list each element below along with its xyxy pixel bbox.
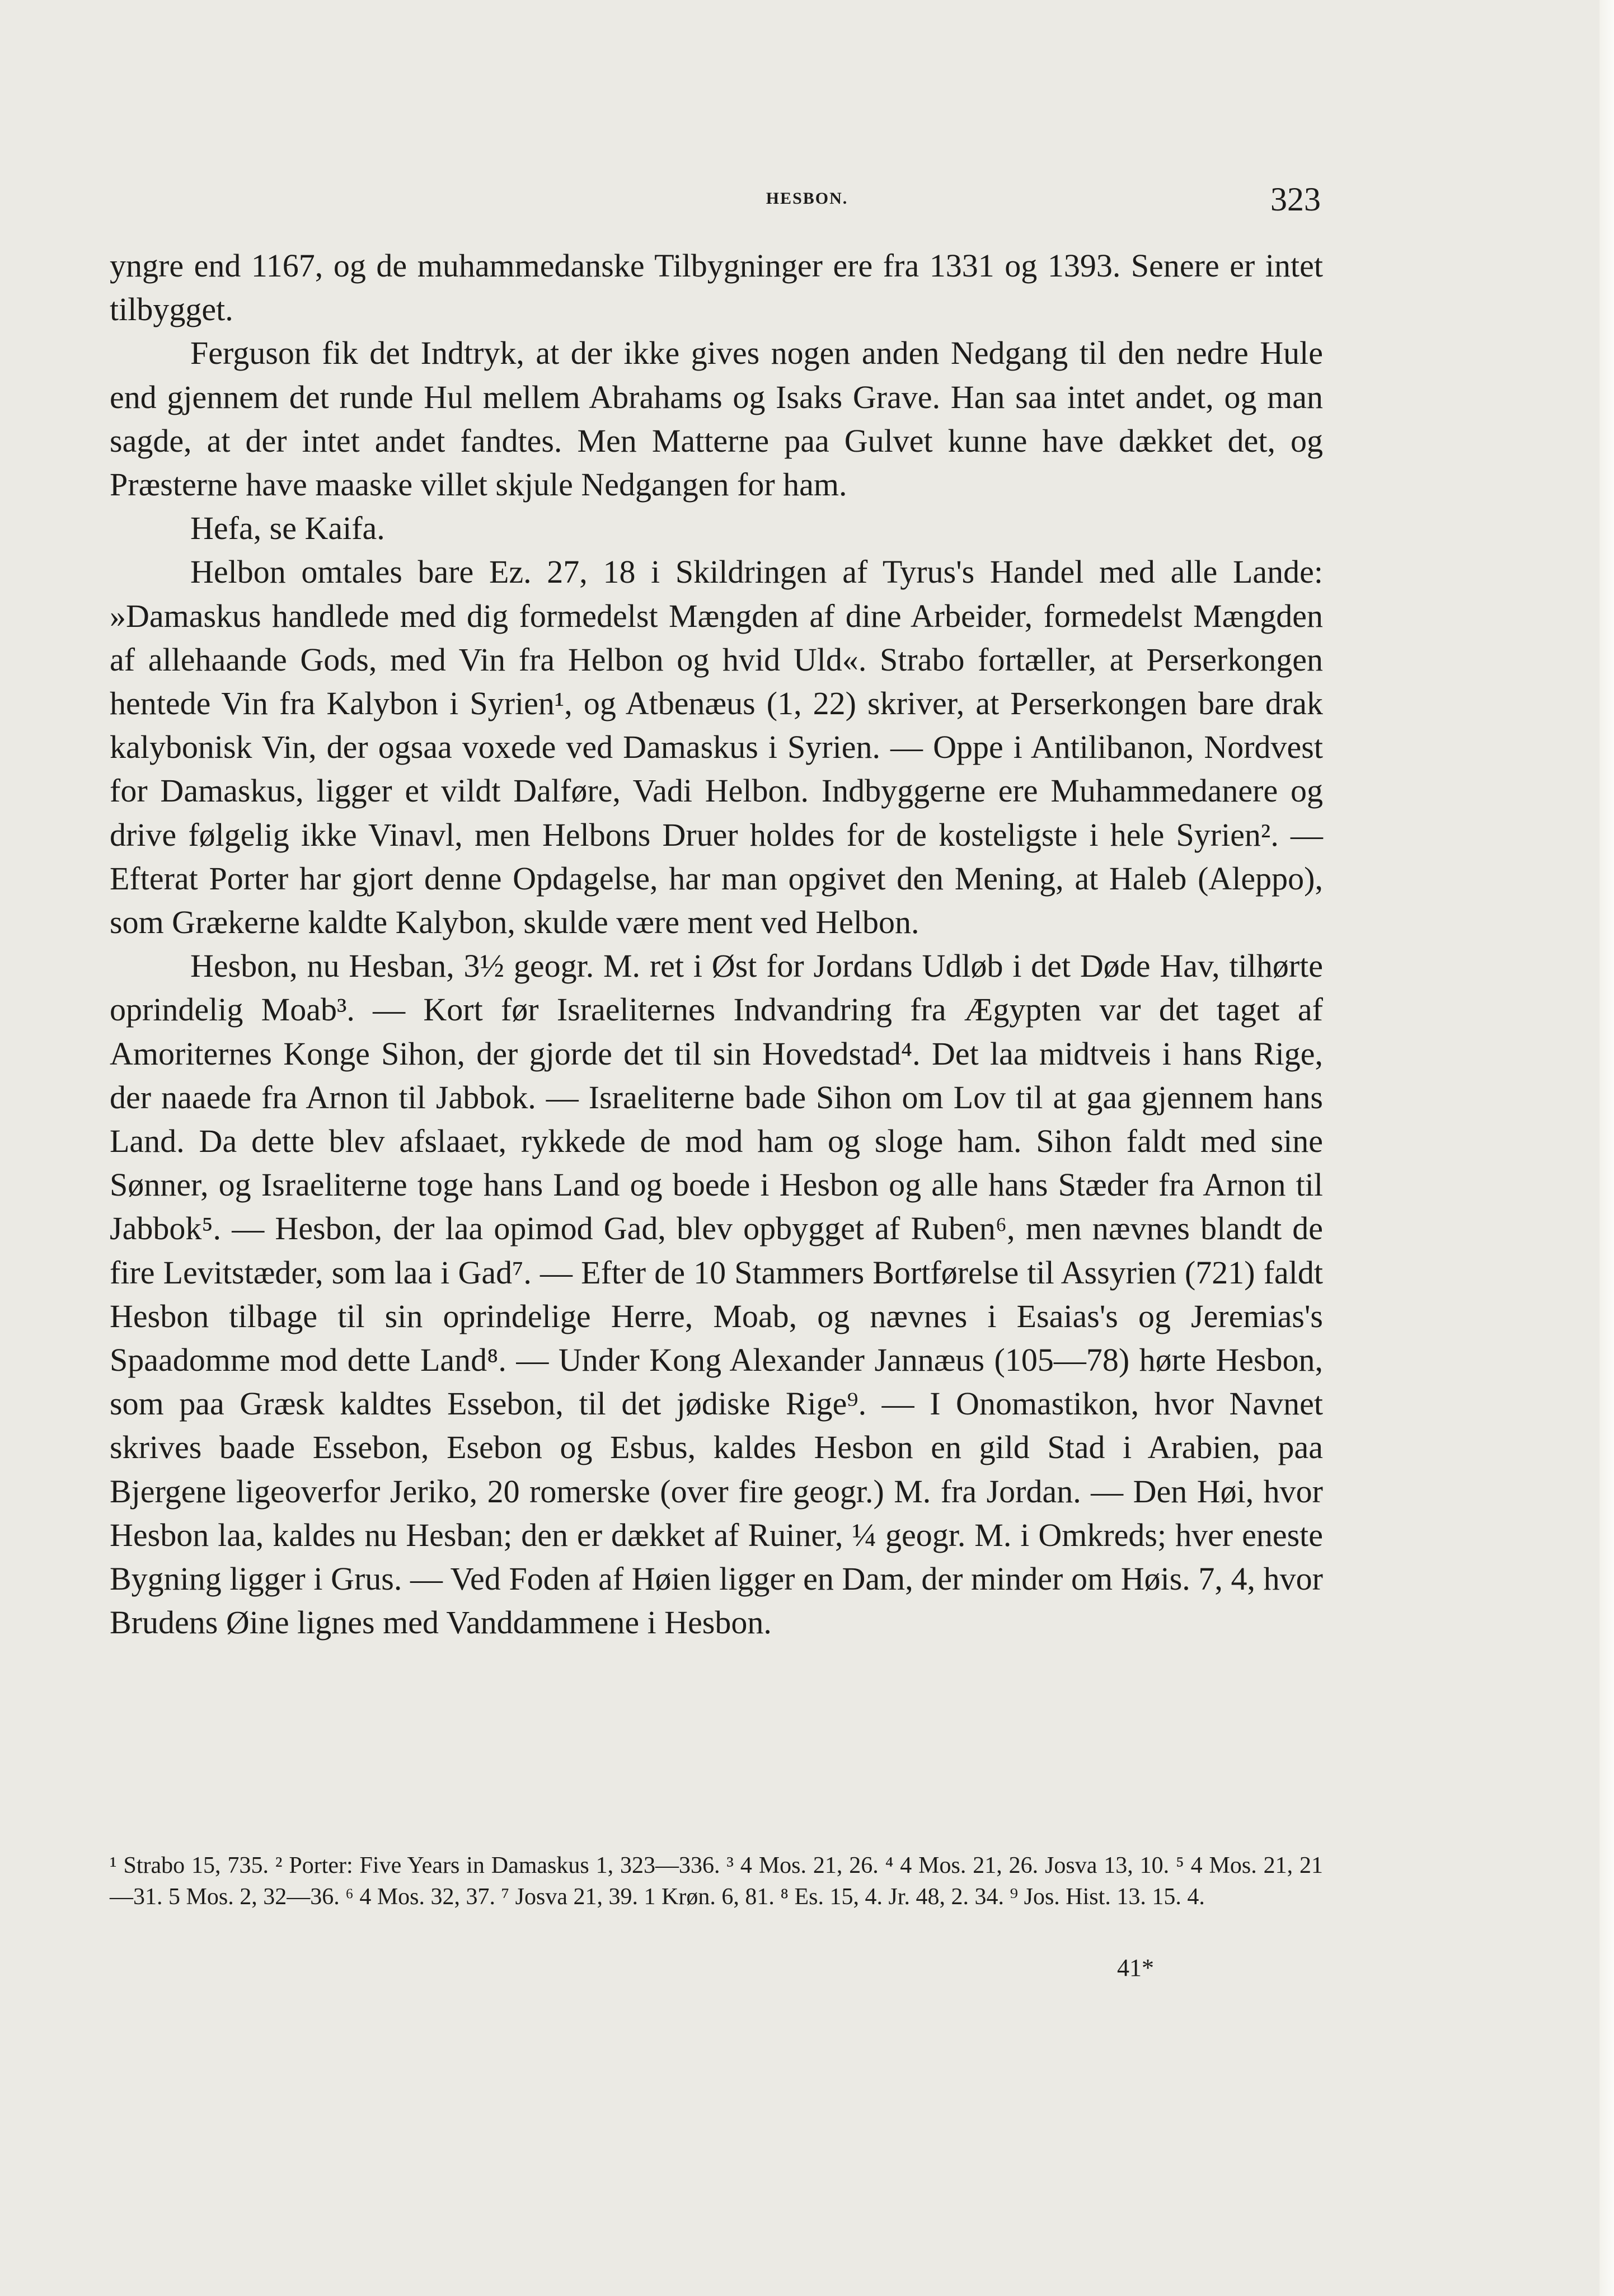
footnote-text: ¹ Strabo 15, 735. ² Porter: Five Years in Damaskus 1, 323—336. ³ 4 Mos. 21, 26. ⁴ 4 Mos. 21, 26. Josva 13, 10. ⁵ 4 Mos. 21, 21—31. 5 Mos. 2, 32—36. ⁶ 4 Mos. 32, 37. ⁷ Josva 21, 39. 1 Krøn. 6, 81. ⁸ Es. 15, 4. Jr. 48, 2. 34. ⁹ Jos. Hist. 13. 15. 4.: [110, 1853, 1323, 1910]
body-text: [110, 244, 1323, 1645]
paragraph-continuation: yngre end 1167, og de muhammedanske Tilbygninger ere fra 1331 og 1393. Senere er intet tilbygget.: [110, 247, 1323, 328]
page-edge: [1599, 0, 1614, 2296]
running-title: HESBON.: [766, 189, 848, 208]
signature-mark: 41*: [1117, 1954, 1154, 1981]
footnotes: [110, 1850, 1323, 1913]
entry-hefa: Hefa, se Kaifa.: [190, 510, 385, 547]
entry-helbon: Helbon omtales bare Ez. 27, 18 i Skildringen af Tyrus's Handel med alle Lande: »Damaskus handlede med dig formedelst Mængden af dine Arbeider, formedelst Mængden af allehaande Gods, med Vin fra Helbon og hvid Uld«. Strabo fortæller, at Perserkongen hentede Vin fra Kalybon i Syrien¹, og Atbenæus (1, 22) skriver, at Perserkongen bare drak kalybonisk Vin, der ogsaa voxede ved Damaskus i Syrien. — Oppe i Antilibanon, Nordvest for Damaskus, ligger et vildt Dalføre, Vadi Helbon. Indbyggerne ere Muhammedanere og drive følgelig ikke Vinavl, men Helbons Druer holdes for de kosteligste i hele Syrien². — Efterat Porter har gjort denne Opdagelse, har man opgivet den Mening, at Haleb (Aleppo), som Grækerne kaldte Kalybon, skulde være ment ved Helbon.: [110, 554, 1323, 941]
page-number: 323: [1270, 181, 1321, 218]
entry-hesbon: Hesbon, nu Hesban, 3½ geogr. M. ret i Øst for Jordans Udløb i det Døde Hav, tilhørte oprindelig Moab³. — Kort før Israeliternes Indvandring fra Ægypten var det taget af Amoriternes Konge Sihon, der gjorde det til sin Hovedstad⁴. Det laa midtveis i hans Rige, der naaede fra Arnon til Jabbok. — Israeliterne bade Sihon om Lov til at gaa gjennem hans Land. Da dette blev afslaaet, rykkede de mod ham og sloge ham. Sihon faldt med sine Sønner, og Israeliterne toge hans Land og boede i Hesbon og alle hans Stæder fra Arnon til Jabbok⁵. — Hesbon, der laa opimod Gad, blev opbygget af Ruben⁶, men nævnes blandt de fire Levitstæder, som laa i Gad⁷. — Efter de 10 Stammers Bortførelse til Assyrien (721) faldt Hesbon tilbage til sin oprindelige Herre, Moab, og nævnes i Esaias's og Jeremias's Spaadomme mod dette Land⁸. — Under Kong Alexander Jannæus (105—78) hørte Hesbon, som paa Græsk kaldtes Essebon, til det jødiske Rige⁹. — I Onomastikon, hvor Navnet skrives baade Essebon, Esebon og Esbus, kaldes Hesbon en gild Stad i Arabien, paa Bjergene ligeoverfor Jeriko, 20 romerske (over fire geogr.) M. fra Jordan. — Den Høi, hvor Hesbon laa, kaldes nu Hesban; den er dækket af Ruiner, ¼ geogr. M. i Omkreds; hver eneste Bygning ligger i Grus. — Ved Foden af Høien ligger en Dam, der minder om Høis. 7, 4, hvor Brudens Øine lignes med Vanddammene i Hesbon.: [110, 948, 1323, 1641]
paragraph-ferguson: Ferguson fik det Indtryk, at der ikke gives nogen anden Nedgang til den nedre Hule end gjennem det runde Hul mellem Abrahams og Isaks Grave. Han saa intet andet, og man sagde, at der intet andet fandtes. Men Matterne paa Gulvet kunne have dækket det, og Præsterne have maaske villet skjule Nedgangen for ham.: [110, 335, 1323, 503]
